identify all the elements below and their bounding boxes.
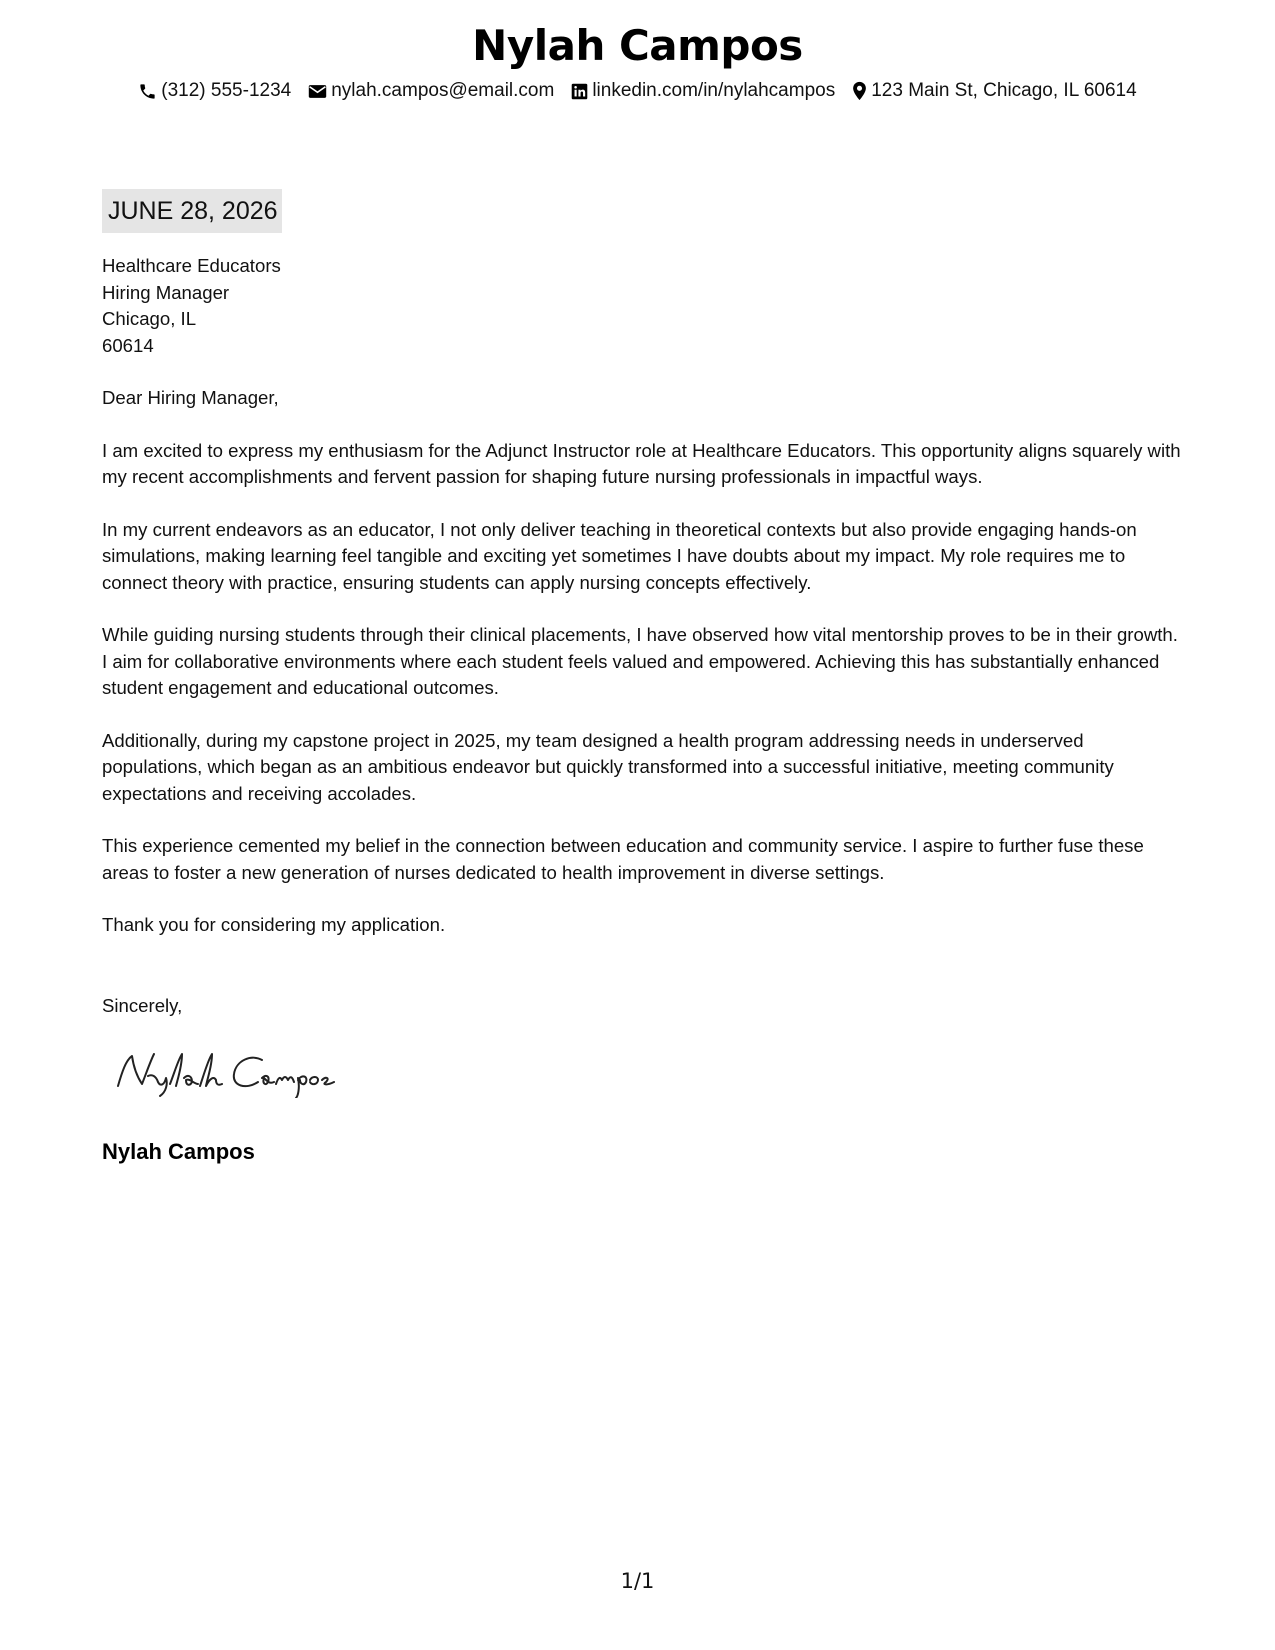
contact-linkedin [571, 78, 835, 104]
recipient-company: Healthcare Educators [102, 255, 281, 276]
contact-info-row [0, 78, 1275, 104]
body-paragraph: In my current endeavors as an educator, I not only deliver teaching in theoretical contexts but also provide engaging hands-on simulations, making learning feel tangible and exciting yet sometimes I have doubts about my impact. My role requires me to connect theory with practice, ensuring students can apply nursing concepts effectively. [102, 518, 1137, 593]
recipient-zip: 60614 [102, 334, 154, 356]
recipient-city: Chicago, IL [102, 308, 197, 329]
salutation: Dear Hiring Manager, [102, 387, 279, 408]
body-paragraph: While guiding nursing students through their clinical placements, I have observed how vital mentorship proves to be in their growth. I aim for collaborative environments where each student feels valued and empowered. Achieving this has substantially enhanced student engagement and educational outcomes. [102, 624, 1178, 698]
letter-header [0, 18, 1275, 104]
street-address: 123 Main St, Chicago, IL 60614 [871, 80, 1137, 101]
email-address: nylah.campos@email.com [331, 80, 555, 101]
envelope-icon [308, 83, 327, 100]
recipient-block [102, 253, 1182, 359]
applicant-name: Nylah Campos [472, 21, 803, 70]
body-paragraph: This experience cemented my belief in the connection between education and community service. I aspire to further fuse these areas to foster a new generation of nurses dedicated to health improvement in diverse settings. [102, 835, 1144, 883]
closing-thanks: Thank you for considering my application. [102, 914, 446, 935]
body-paragraph: I am excited to express my enthusiasm for the Adjunct Instructor role at Healthcare Educators. This opportunity aligns squarely with my recent accomplishments and fervent passion for shaping future nursing professionals in impactful ways. [102, 439, 1181, 487]
phone-icon [138, 82, 157, 101]
signer-name: Nylah Campos [102, 1139, 255, 1164]
map-marker-icon [852, 81, 867, 101]
contact-phone [138, 78, 291, 104]
phone-number: (312) 555-1234 [161, 80, 292, 101]
recipient-title: Hiring Manager [102, 281, 230, 303]
linkedin-url: linkedin.com/in/nylahcampos [592, 80, 836, 101]
body-paragraph: Additionally, during my capstone project in 2025, my team designed a health program addressing needs in underserved populations, which began as an ambitious endeavor but quickly transformed into a successful initiative, meeting community expectations and receiving accolades. [102, 729, 1114, 804]
letter-date: JUNE 28, 2026 [102, 189, 282, 233]
letter-body [102, 253, 1182, 939]
page-number: 1/1 [620, 1569, 655, 1593]
signoff: Sincerely, [102, 995, 183, 1016]
linkedin-icon [571, 83, 588, 100]
contact-address [852, 78, 1136, 104]
handwritten-signature [112, 1048, 352, 1098]
contact-email [308, 78, 554, 104]
